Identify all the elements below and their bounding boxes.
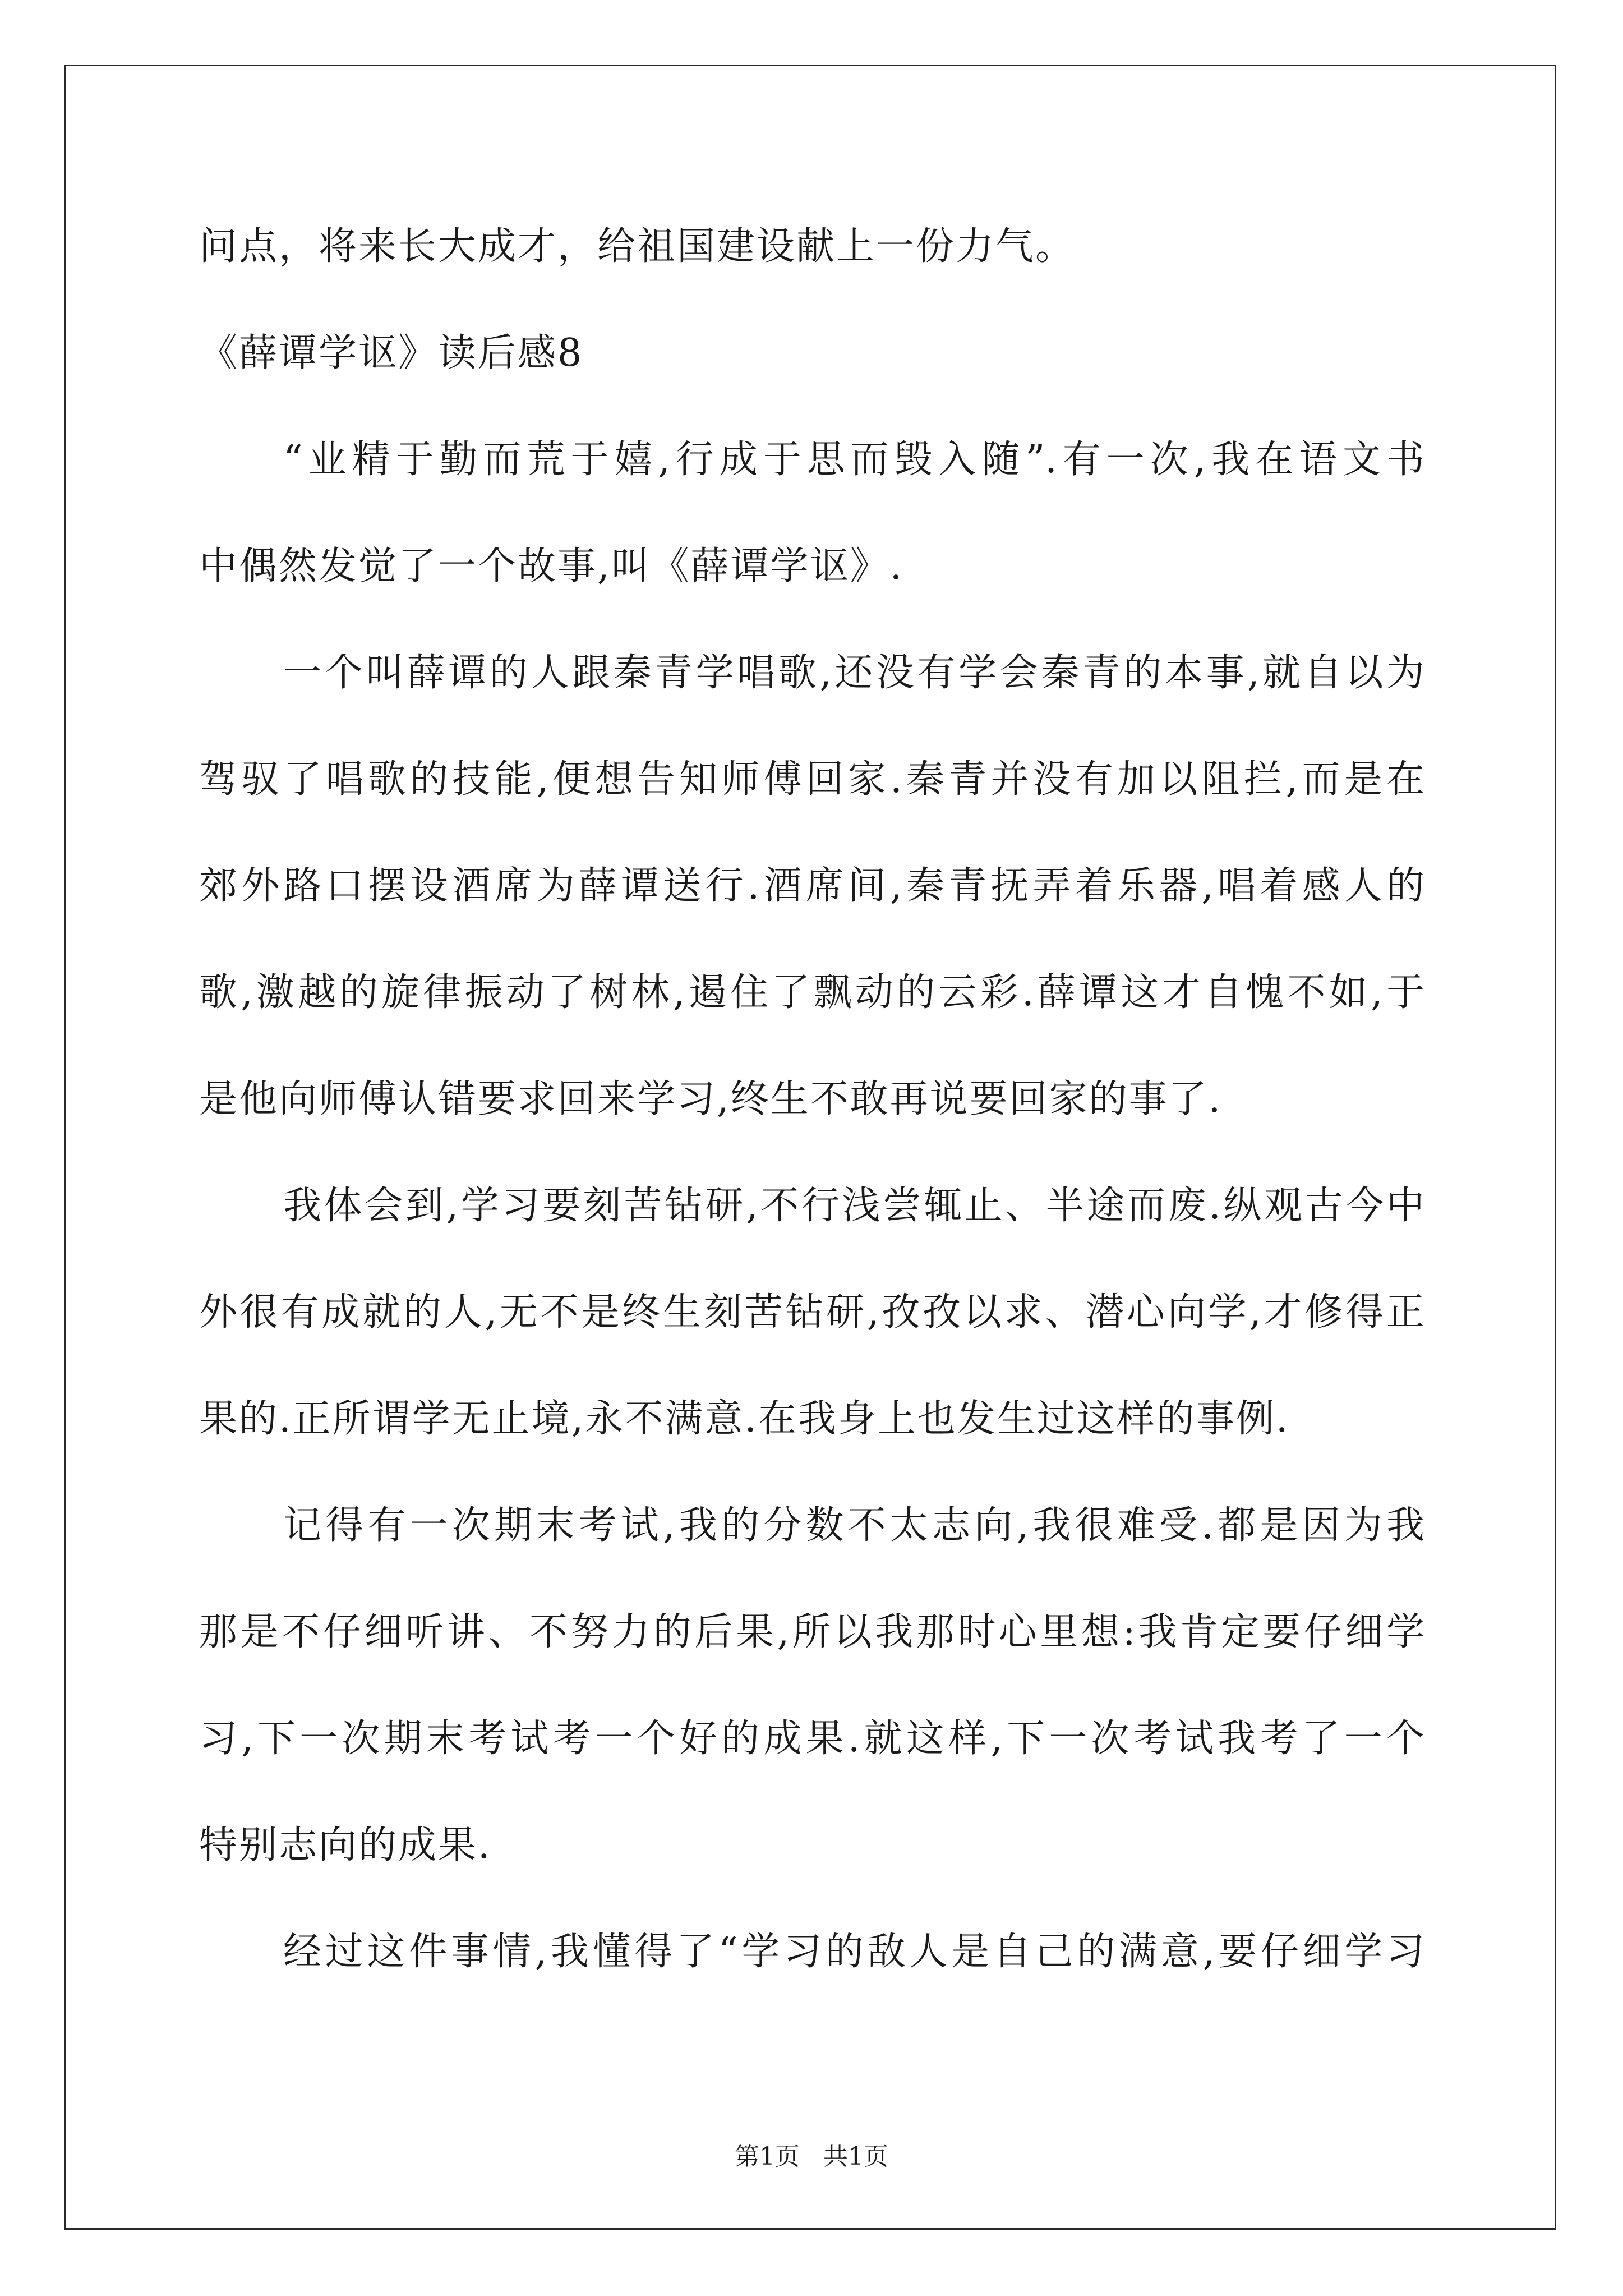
- text-line-11: 外很有成就的人,无不是终生刻苦钻研,孜孜以求、潜心向学,才修得正: [199, 1290, 1424, 1335]
- section-heading: 《薛谭学讴》读后感8: [199, 331, 584, 375]
- page-total: 共1页: [823, 2142, 888, 2171]
- page-number: 第1页: [735, 2142, 800, 2171]
- text-line-14: 那是不仔细听讲、不努力的后果,所以我那时心里想:我肯定要仔细学: [199, 1610, 1424, 1654]
- text-line-10: 我体会到,学习要刻苦钻研,不行浅尝辄止、半途而废.纵观古今中: [283, 1184, 1424, 1228]
- text-line-8: 歌,激越的旋律振动了树林,遏住了飘动的云彩.薛谭这才自愧不如,于: [199, 970, 1424, 1015]
- page-border: [64, 65, 1556, 2230]
- text-line-17: 经过这件事情,我懂得了“学习的敌人是自己的满意,要仔细学习: [283, 1930, 1424, 1974]
- text-line-7: 郊外路口摆设酒席为薛谭送行.酒席间,秦青抚弄着乐器,唱着感人的: [199, 864, 1424, 908]
- text-line-13: 记得有一次期末考试,我的分数不太志向,我很难受.都是因为我: [283, 1503, 1424, 1548]
- page-footer: [0, 2140, 1623, 2174]
- text-line-4: 中偶然发觉了一个故事,叫《薛谭学讴》.: [199, 544, 904, 588]
- text-line-1: 问点，将来长大成才，给祖国建设献上一份力气。: [199, 224, 1076, 269]
- text-line-9: 是他向师傅认错要求回来学习,终生不敢再说要回家的事了.: [199, 1077, 1223, 1121]
- text-line-12: 果的.正所谓学无止境,永不满意.在我身上也发生过这样的事例.: [199, 1397, 1290, 1441]
- text-line-16: 特别志向的成果.: [199, 1823, 492, 1867]
- text-line-3: “业精于勤而荒于嬉,行成于思而毁入随”.有一次,我在语文书: [283, 438, 1424, 482]
- text-line-15: 习,下一次期末考试考一个好的成果.就这样,下一次考试我考了一个: [199, 1717, 1424, 1761]
- text-line-5: 一个叫薛谭的人跟秦青学唱歌,还没有学会秦青的本事,就自以为: [283, 651, 1424, 695]
- text-line-6: 驾驭了唱歌的技能,便想告知师傅回家.秦青并没有加以阻拦,而是在: [199, 757, 1424, 802]
